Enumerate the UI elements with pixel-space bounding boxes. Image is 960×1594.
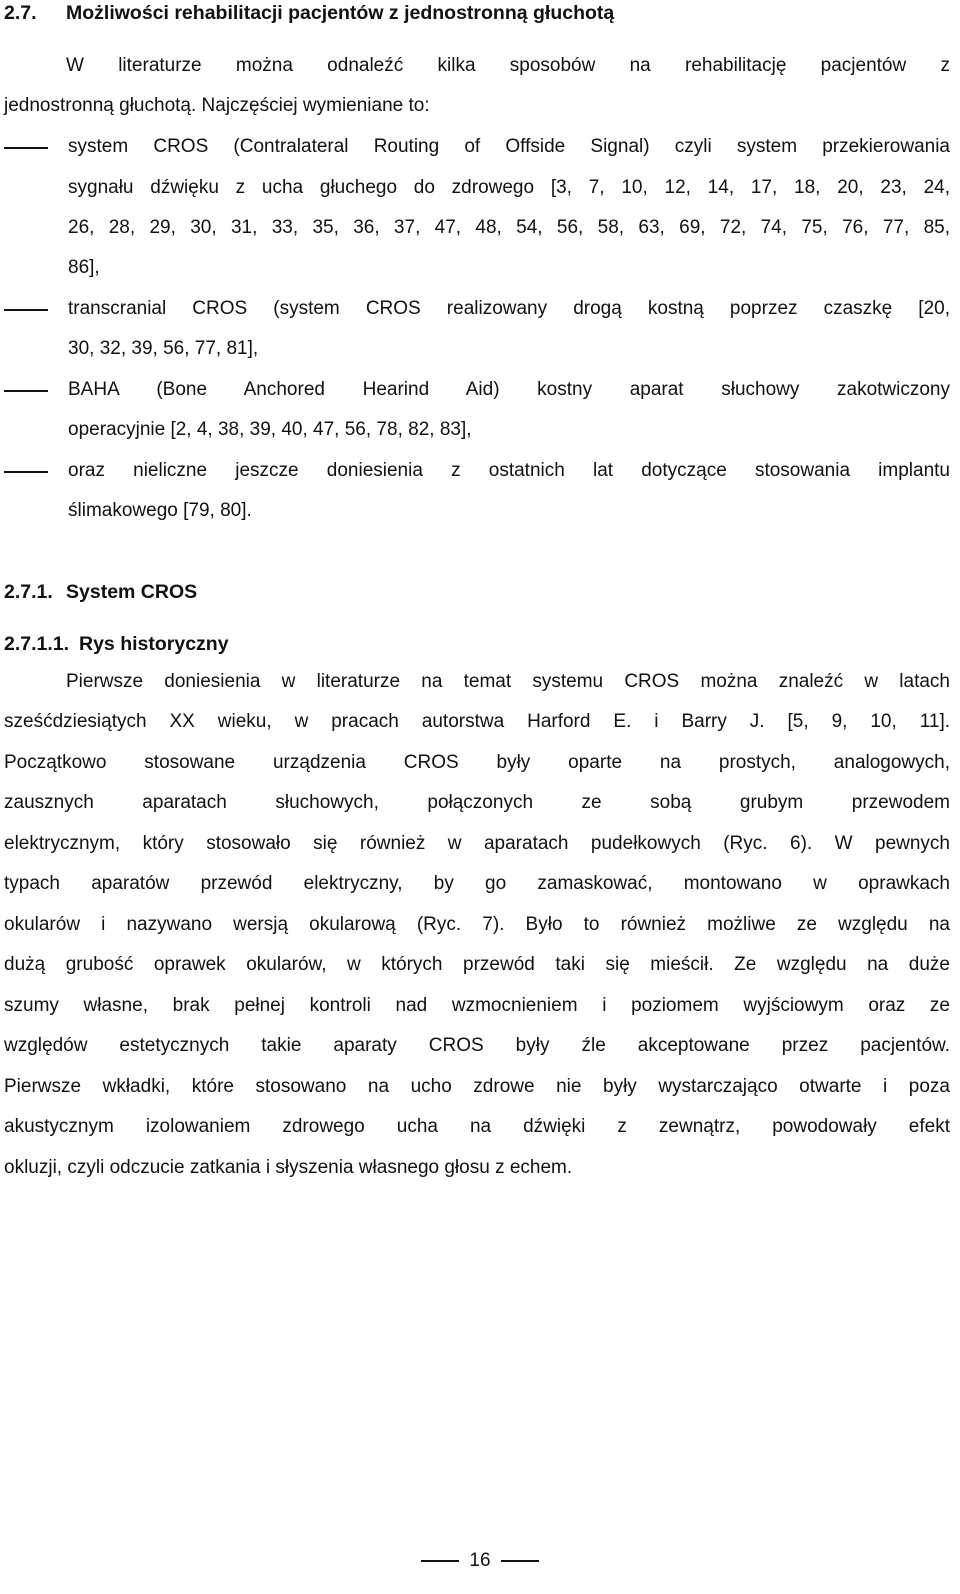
subsubsection-heading: [4, 633, 229, 656]
list-item-1-line-2: sygnału dźwięku z ucha głuchego do zdrowego [3, 7, 10, 12, 14, 17, 18, 20, 23, 24,: [68, 177, 950, 198]
body-line-5: elektrycznym, który stosowało się również w aparatach pudełkowych (Ryc. 6). W pewnych: [4, 833, 950, 854]
list-item-4-line-1: oraz nieliczne jeszcze doniesienia z ostatnich lat dotyczące stosowania implantu: [68, 460, 950, 481]
subsubsection-number: 2.7.1.1.: [4, 633, 70, 655]
body-line-10: względów estetycznych takie aparaty CROS były źle akceptowane przez pacjentów.: [4, 1035, 950, 1056]
section-title: Możliwości rehabilitacji pacjentów z jednostronną głuchotą: [66, 2, 615, 24]
list-item-3-line-2: operacyjnie [2, 4, 38, 39, 40, 47, 56, 78, 82, 83],: [68, 419, 472, 440]
list-item-1-line-3: 26, 28, 29, 30, 31, 33, 35, 36, 37, 47, 48, 54, 56, 58, 63, 69, 72, 74, 75, 76, 77, 85,: [68, 217, 950, 238]
list-item-4-line-2: ślimakowego [79, 80].: [68, 500, 252, 521]
body-line-8: dużą grubość oprawek okularów, w których przewód taki się mieścił. Ze względu na duże: [4, 954, 950, 975]
subsection-number: 2.7.1.: [4, 581, 53, 603]
section-heading: [4, 2, 614, 25]
intro-line-1: W literaturze można odnaleźć kilka sposobów na rehabilitację pacjentów z: [66, 55, 950, 76]
list-dash: [4, 309, 48, 311]
intro-line-2: jednostronną głuchotą. Najczęściej wymieniane to:: [4, 95, 430, 116]
list-item-1-line-1: system CROS (Contralateral Routing of Offside Signal) czyli system przekierowania: [68, 136, 950, 157]
list-item-2-line-2: 30, 32, 39, 56, 77, 81],: [68, 338, 259, 359]
subsection-title: System CROS: [66, 581, 198, 603]
body-line-4: zausznych aparatach słuchowych, połączonych ze sobą grubym przewodem: [4, 792, 950, 813]
body-line-3: Początkowo stosowane urządzenia CROS były oparte na prostych, analogowych,: [4, 752, 950, 773]
footer-dash-right: [501, 1560, 539, 1562]
list-item-1-line-4: 86],: [68, 257, 100, 278]
subsubsection-title: Rys historyczny: [79, 633, 229, 655]
subsection-heading: [4, 581, 197, 604]
body-line-13: okluzji, czyli odczucie zatkania i słyszenia własnego głosu z echem.: [4, 1157, 573, 1178]
body-line-9: szumy własne, brak pełnej kontroli nad wzmocnieniem i poziomem wyjściowym oraz ze: [4, 995, 950, 1016]
body-line-7: okularów i nazywano wersją okularową (Ryc. 7). Było to również możliwe ze względu na: [4, 914, 950, 935]
list-dash: [4, 147, 48, 149]
list-item-2-line-1: transcranial CROS (system CROS realizowany drogą kostną poprzez czaszkę [20,: [68, 298, 950, 319]
page-footer: [0, 1550, 960, 1572]
body-line-11: Pierwsze wkładki, które stosowano na ucho zdrowe nie były wystarczająco otwarte i poza: [4, 1076, 950, 1097]
body-line-12: akustycznym izolowaniem zdrowego ucha na dźwięki z zewnątrz, powodowały efekt: [4, 1116, 950, 1137]
section-number: 2.7.: [4, 2, 37, 24]
body-line-1: Pierwsze doniesienia w literaturze na temat systemu CROS można znaleźć w latach: [66, 671, 950, 692]
footer-dash-left: [421, 1560, 459, 1562]
body-line-2: sześćdziesiątych XX wieku, w pracach autorstwa Harford E. i Barry J. [5, 9, 10, 11].: [4, 711, 950, 732]
list-dash: [4, 471, 48, 473]
page-number: 16: [469, 1550, 491, 1571]
list-item-3-line-1: BAHA (Bone Anchored Hearind Aid) kostny aparat słuchowy zakotwiczony: [68, 379, 950, 400]
body-line-6: typach aparatów przewód elektryczny, by go zamaskować, montowano w oprawkach: [4, 873, 950, 894]
list-dash: [4, 390, 48, 392]
